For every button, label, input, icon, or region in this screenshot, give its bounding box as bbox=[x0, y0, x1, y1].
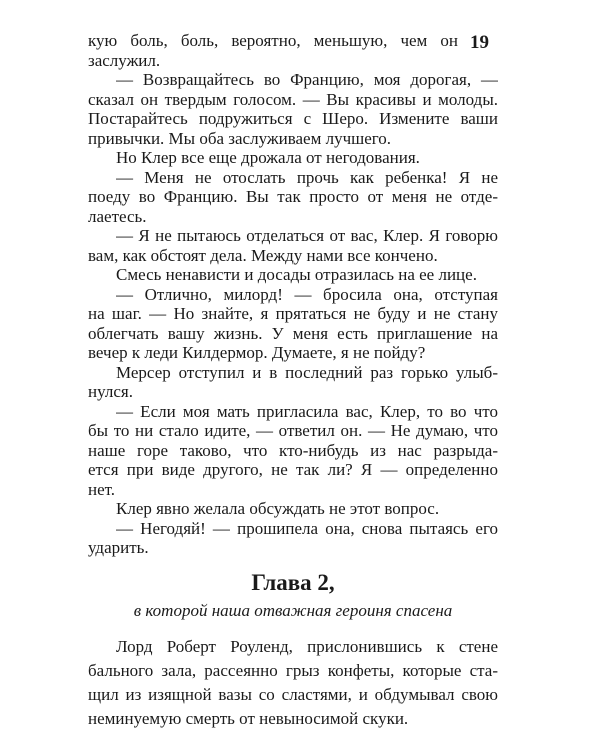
text-line: кую боль, боль, вероятно, меньшую, чем он bbox=[88, 31, 458, 50]
chapter-text-line: бального зала, рассеянно грыз конфеты, которые ста- bbox=[88, 661, 498, 680]
text-line: — Если моя мать пригласила вас, Клер, то во что bbox=[116, 401, 498, 421]
text-line: лаетесь. bbox=[88, 206, 147, 226]
text-line: — Я не пытаюсь отделаться от вас, Клер. Я говорю bbox=[116, 226, 498, 245]
text-line: Клер явно желала обсуждать не этот вопрос. bbox=[116, 499, 440, 518]
text-line: нулся. bbox=[88, 382, 133, 401]
text-line: — Негодяй! — прошипела она, снова пытаясь его bbox=[116, 518, 498, 538]
text-line: Мерсер отступил и в последний раз горько улыб- bbox=[116, 362, 498, 382]
text-line: — Отлично, милорд! — бросила она, отступая bbox=[116, 284, 498, 304]
chapter-text-line: Лорд Роберт Роуленд, прислонившись к стене bbox=[116, 637, 498, 656]
text-line: Постарайтесь подружиться с Шеро. Измените ваши bbox=[88, 109, 498, 128]
text-line: Смесь ненависти и досады отразилась на ее лице. bbox=[116, 265, 477, 284]
text-line: Но Клер все еще дрожала от негодования. bbox=[116, 148, 420, 167]
chapter-title: Глава 2, bbox=[251, 570, 335, 595]
text-line: вам, как обстоят дела. Между нами все кончено. bbox=[88, 245, 438, 265]
text-line: облегчать вашу жизнь. У меня есть приглашение на bbox=[88, 323, 498, 343]
text-line: привычки. Мы оба заслуживаем лучшего. bbox=[88, 128, 392, 148]
text-line: сказал он твердым голосом. — Вы красивы и молоды. bbox=[88, 89, 498, 109]
text-line: вечер к леди Килдермор. Думаете, я не пойду? bbox=[88, 343, 426, 362]
text-line: ударить. bbox=[88, 538, 149, 557]
chapter-text-line: щил из изящной вазы со сластями, и обдумывал свою bbox=[88, 685, 498, 704]
text-line: — Возвращайтесь во Францию, моя дорогая, — bbox=[116, 70, 498, 89]
chapter-subtitle: в которой наша отважная героиня спасена bbox=[133, 601, 453, 620]
text-line: заслужил. bbox=[88, 50, 161, 70]
chapter-text-line: неминуемую смерть от невыносимой скуки. bbox=[88, 709, 409, 728]
text-line: бы то ни стало идите, — ответил он. — Не думаю, что bbox=[88, 421, 498, 440]
page-number: 19 bbox=[470, 32, 489, 53]
text-line: — Меня не отослать прочь как ребенка! Я не bbox=[116, 167, 498, 187]
text-line: на шаг. — Но знайте, я прятаться не буду и не стану bbox=[88, 304, 498, 323]
text-line: нет. bbox=[88, 479, 116, 499]
text-line: поеду во Францию. Вы так просто от меня не отде- bbox=[88, 187, 498, 206]
text-line: ется при виде другого, не так ли? Я — определенно bbox=[88, 460, 498, 479]
text-line: наше горе таково, что кто-нибудь из нас разрыда- bbox=[88, 440, 498, 460]
